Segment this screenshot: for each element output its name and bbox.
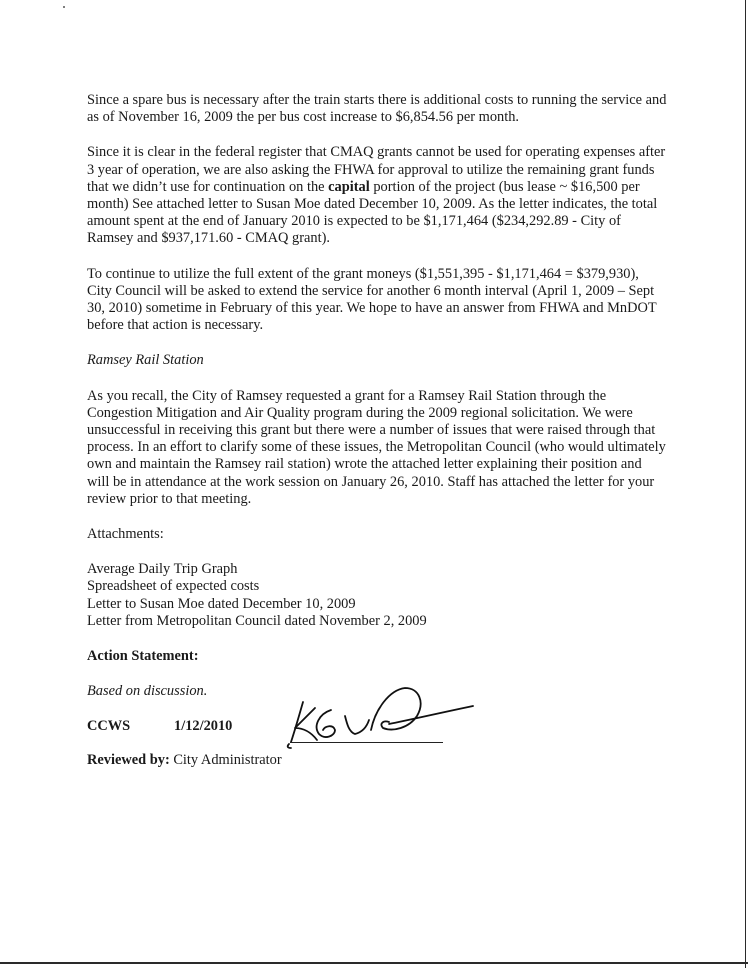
reviewed-by-label: Reviewed by: bbox=[87, 752, 170, 769]
attachment-item: Spreadsheet of expected costs bbox=[87, 578, 260, 595]
action-statement-label: Action Statement: bbox=[87, 648, 199, 665]
attachment-item: Letter to Susan Moe dated December 10, 2009 bbox=[87, 595, 356, 612]
reviewed-by-row bbox=[87, 752, 667, 772]
attachments-label: Attachments: bbox=[87, 526, 164, 543]
section-heading-ramsey-rail: Ramsey Rail Station bbox=[87, 352, 204, 369]
document-date: 1/12/2010 bbox=[174, 718, 233, 735]
paragraph-cmaq-grants bbox=[87, 144, 667, 247]
page-right-edge bbox=[745, 0, 746, 968]
attachments-list bbox=[87, 561, 667, 630]
scan-speck bbox=[63, 6, 65, 8]
action-statement-text: Based on discussion. bbox=[87, 683, 208, 700]
attachment-item: Average Daily Trip Graph bbox=[87, 561, 238, 578]
attachment-item: Letter from Metropolitan Council dated November 2, 2009 bbox=[87, 612, 427, 629]
paragraph-rail-station: As you recall, the City of Ramsey requested a grant for a Ramsey Rail Station through the Congestion Mitigation and Air Quality program during the 2009 regional solicitation. We were unsuccessful in receiving this grant but there were a number of issues that were raised through that process. In an effort to clarify some of these issues, the Metropolitan Council (who would ultimately own and maintain the Ramsey rail station) wrote the attached letter explaining their position and will be in attendance at the work session on January 26, 2010. Staff has attached the letter for your review prior to that meeting. bbox=[87, 387, 666, 507]
capital-emphasis: capital bbox=[328, 178, 370, 195]
paragraph-cmaq-text-b: portion of the project (bus lease ~ $16,500 per month) See attached letter to Susan Moe dated December 10, 2009. As the letter indicates, the total amount spent at the end of January 2010 is expected to be $1,171,464 ($234,292.89 - City of Ramsey and $937,171.60 - CMAQ grant). bbox=[87, 178, 658, 247]
page-bottom-edge bbox=[0, 962, 748, 964]
paragraph-cmaq-text-a: Since it is clear in the federal register that CMAQ grants cannot be used for operating expenses after 3 year of operation, we are also asking the FHWA for approval to utilize the remaining grant funds that we didn’t use for continuation on the bbox=[87, 144, 666, 195]
paragraph-spare-bus: Since a spare bus is necessary after the train starts there is additional costs to running the service and as of November 16, 2009 the per bus cost increase to $6,854.56 per month. bbox=[87, 92, 667, 126]
paragraph-grant-extension: To continue to utilize the full extent of the grant moneys ($1,551,395 - $1,171,464 = $379,930), City Council will be asked to extend the service for another 6 month interval (April 1, 2009 – Sept 30, 2010) sometime in February of this year. We hope to have an answer from FHWA and MnDOT before that action is necessary. bbox=[87, 265, 657, 334]
signature-line bbox=[290, 742, 443, 743]
document-body bbox=[87, 92, 667, 772]
handwritten-signature bbox=[285, 680, 475, 750]
reviewed-by-value: City Administrator bbox=[169, 752, 282, 769]
ccws-code: CCWS bbox=[87, 718, 131, 735]
